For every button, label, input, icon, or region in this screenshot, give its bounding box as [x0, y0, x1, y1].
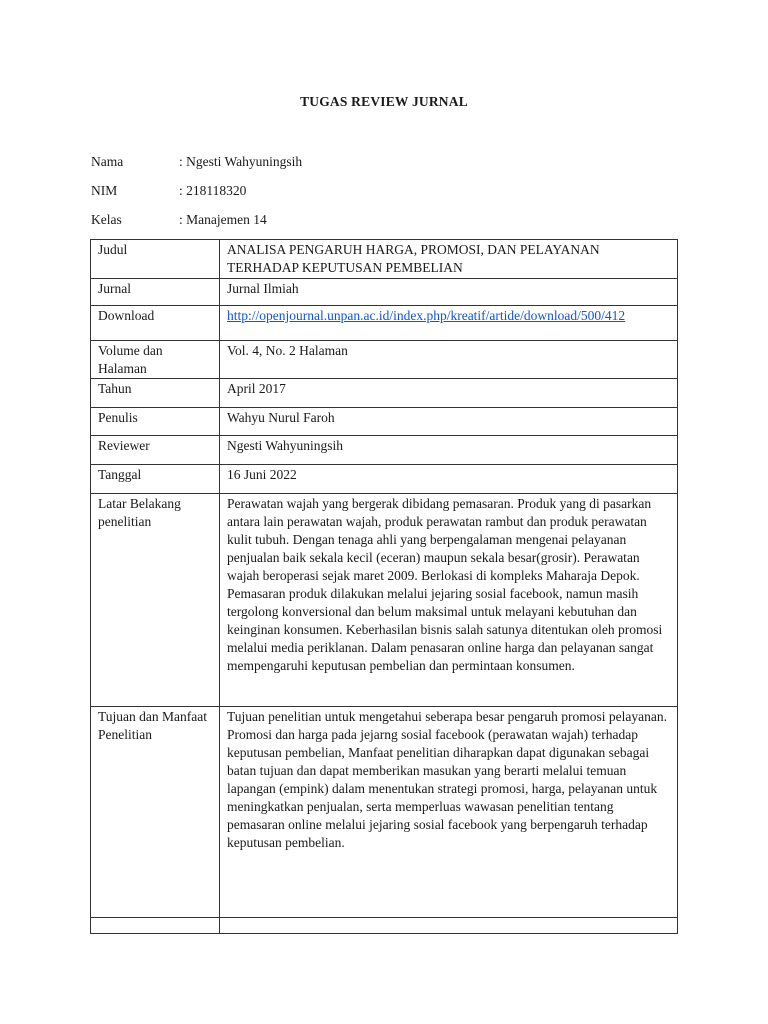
nama-value: : Ngesti Wahyuningsih [179, 154, 303, 169]
tujuan-value: Tujuan penelitian untuk mengetahui seberapa besar pengaruh promosi pelayanan. Promosi dan harga pada jejarng sosial facebook (perawatan wajah) terhadap keputusan pembelian, Manfaat penelitian diharapkan dapat digunakan sebagai batan tujuan dan dapat memberikan masukan yang berarti melalui temuan lapangan (empink) dalam menentukan strategi promosi, harga, pelayanan untuk meningkatkan penjualan, serta memperluas wawasan penelitian tentang pemasaran online melalui jejaring sosial facebook yang berpengaruh terhadap keputusan pembelian. [220, 707, 678, 918]
table-row [91, 306, 678, 341]
table-row [91, 240, 678, 279]
table-row [91, 465, 678, 494]
tujuan-label: Tujuan dan Manfaat Penelitian [91, 707, 220, 918]
nim-value: : 218118320 [179, 183, 247, 198]
page-title: TUGAS REVIEW JURNAL [300, 94, 468, 109]
volume-label: Volume dan Halaman [91, 341, 220, 379]
latar-value: Perawatan wajah yang bergerak dibidang pemasaran. Produk yang di pasarkan antara lain perawatan wajah, produk perawatan rambut dan produk perawatan kulit tubuh. Dengan tenaga ahli yang berpengalaman mengenai pelayanan penjualan baik sekala kecil (eceran) maupun sekala besar(grosir). Perawatan wajah beroperasi sejak maret 2009. Berlokasi di kompleks Maharaja Depok. Pemasaran produk dilakukan melalui jejaring sosial facebook, namun masih tergolong konversional dan belum maksimal untuk melayani kebutuhan dan keinginan konsumen. Keberhasilan bisnis salah satunya ditentukan oleh promosi melalui media periklanan. Dalam penasaran online harga dan pelayanan sangat mempengaruhi keputusan pembelian dan permintaan konsumen. [220, 494, 678, 707]
review-table [90, 239, 678, 934]
kelas-value: : Manajemen 14 [179, 212, 267, 227]
download-cell [220, 306, 678, 341]
empty-cell [91, 918, 220, 934]
table-row [91, 436, 678, 465]
nim-label: NIM [91, 183, 118, 198]
tahun-label: Tahun [91, 379, 220, 408]
empty-cell [220, 918, 678, 934]
judul-value: ANALISA PENGARUH HARGA, PROMOSI, DAN PELAYANAN TERHADAP KEPUTUSAN PEMBELIAN [220, 240, 678, 279]
jurnal-label: Jurnal [91, 279, 220, 306]
nama-label: Nama [91, 154, 124, 169]
table-row [91, 494, 678, 707]
reviewer-value: Ngesti Wahyuningsih [220, 436, 678, 465]
table-row [91, 707, 678, 918]
tanggal-value: 16 Juni 2022 [220, 465, 678, 494]
judul-label: Judul [91, 240, 220, 279]
table-row-empty [91, 918, 678, 934]
download-label: Download [91, 306, 220, 341]
penulis-value: Wahyu Nurul Faroh [220, 408, 678, 436]
table-row [91, 279, 678, 306]
latar-label: Latar Belakang penelitian [91, 494, 220, 707]
volume-value: Vol. 4, No. 2 Halaman [220, 341, 678, 379]
reviewer-label: Reviewer [91, 436, 220, 465]
download-link[interactable]: http://openjournal.unpan.ac.id/index.php/kreatif/artide/download/500/412 [227, 308, 626, 323]
tanggal-label: Tanggal [91, 465, 220, 494]
tahun-value: April 2017 [220, 379, 678, 408]
penulis-label: Penulis [91, 408, 220, 436]
jurnal-value: Jurnal Ilmiah [220, 279, 678, 306]
kelas-label: Kelas [91, 212, 122, 227]
table-row [91, 341, 678, 379]
table-row [91, 408, 678, 436]
table-row [91, 379, 678, 408]
